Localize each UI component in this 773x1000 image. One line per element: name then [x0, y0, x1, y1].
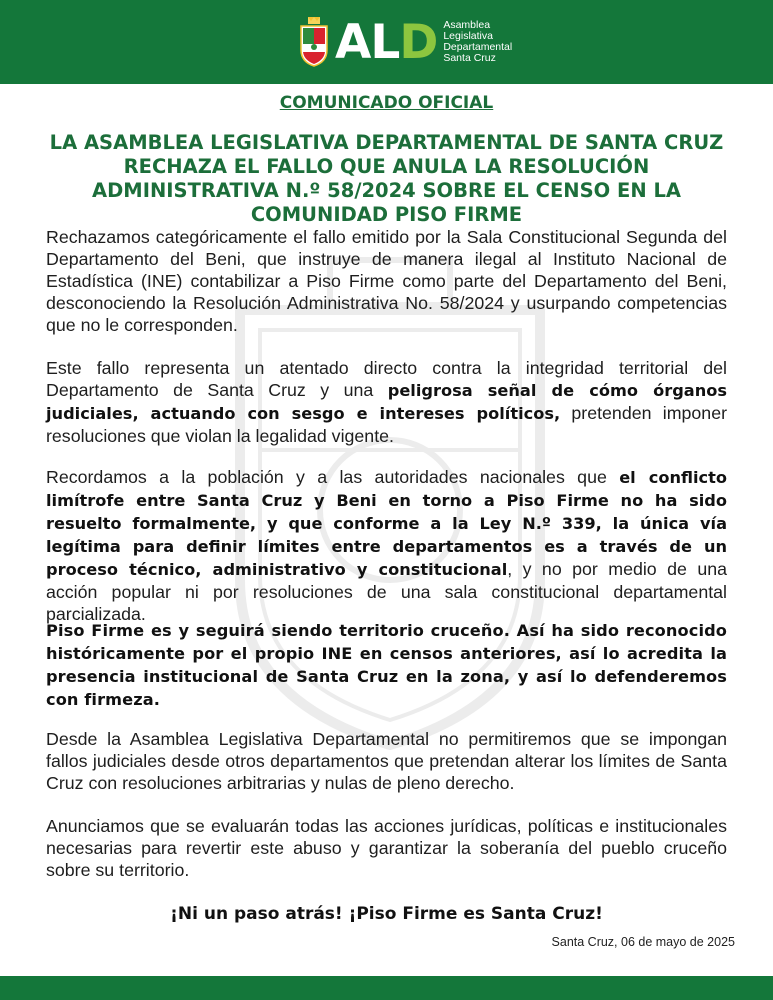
paragraph-3-text-c: , y no por medio de una acción popular ni por resoluciones de una sala constitucional departamental parcializada. — [46, 559, 727, 624]
paragraph-3-text-a: Recordamos a la población y a las autoridades nacionales que — [46, 467, 620, 487]
logo-subtitle — [443, 20, 512, 64]
paragraph-2-text-a: Este fallo representa un atentado directo contra la integridad territorial del Departamento de Santa Cruz y una — [46, 358, 727, 400]
paragraph-6: Anunciamos que se evaluarán todas las acciones jurídicas, políticas e institucionales necesarias para revertir este abuso y garantizar la soberanía del pueblo cruceño sobre su territorio. — [46, 816, 727, 880]
coat-of-arms-icon — [297, 16, 331, 68]
logo-acronym-d: D — [399, 14, 438, 70]
footer-bar — [0, 976, 773, 1000]
ald-logo — [297, 14, 512, 70]
paragraph-3 — [46, 466, 727, 625]
paragraph-4 — [46, 619, 727, 711]
paragraph-4-bold: Piso Firme es y seguirá siendo territorio cruceño. Así ha sido reconocido históricamente por el propio INE en censos anteriores, así lo acredita la presencia institucional de Santa Cruz en la zona, y así lo defenderemos con firmeza. — [46, 621, 727, 709]
paragraph-2-bold: peligrosa señal de cómo órganos judiciales, actuando con sesgo e intereses políticos, — [46, 381, 728, 423]
paragraph-1: Rechazamos categóricamente el fallo emitido por la Sala Constitucional Segunda del Departamento del Beni, que instruye de manera ilegal al Instituto Nacional de Estadística (INE) contabilizar a Piso Firme como parte del Departamento del Beni, desconociendo la Resolución Administrativa No. 58/2024 y usurpando competencias que no le corresponden. — [46, 227, 727, 335]
logo-line-2: Legislativa — [443, 30, 493, 42]
logo-line-3: Departamental — [443, 41, 513, 53]
paragraph-2-text-c: pretenden imponer resoluciones que violan la legalidad vigente. — [46, 403, 727, 446]
paragraph-2 — [46, 357, 727, 447]
logo-line-4: Santa Cruz — [443, 52, 496, 64]
document-title: LA ASAMBLEA LEGISLATIVA DEPARTAMENTAL DE SANTA CRUZ RECHAZA EL FALLO QUE ANULA LA RESOLUCIÓN ADMINISTRATIVA N.º 58/2024 SOBRE EL CENSO EN LA COMUNIDAD PISO FIRME — [49, 131, 724, 226]
logo-acronym — [335, 14, 438, 70]
document-heading: COMUNICADO OFICIAL — [279, 93, 494, 113]
logo-line-1: Asamblea — [443, 19, 491, 31]
paragraph-5: Desde la Asamblea Legislativa Departamental no permitiremos que se impongan fallos judiciales desde otros departamentos que pretendan alterar los límites de Santa Cruz con resoluciones arbitrarias y nulas de pleno derecho. — [46, 729, 727, 793]
logo-acronym-al: AL — [335, 14, 400, 70]
header-bar — [0, 0, 773, 84]
closing-slogan: ¡Ni un paso atrás! ¡Piso Firme es Santa Cruz! — [170, 904, 603, 924]
document-date: Santa Cruz, 06 de mayo de 2025 — [551, 935, 735, 949]
paragraph-3-bold: el conflicto limítrofe entre Santa Cruz y Beni en torno a Piso Firme no ha sido resuelto formalmente, y que conforme a la Ley N.º 339, la única vía legítima para definir límites entre departamentos es a través de un proceso técnico, administrativo y constitucional — [46, 468, 727, 579]
